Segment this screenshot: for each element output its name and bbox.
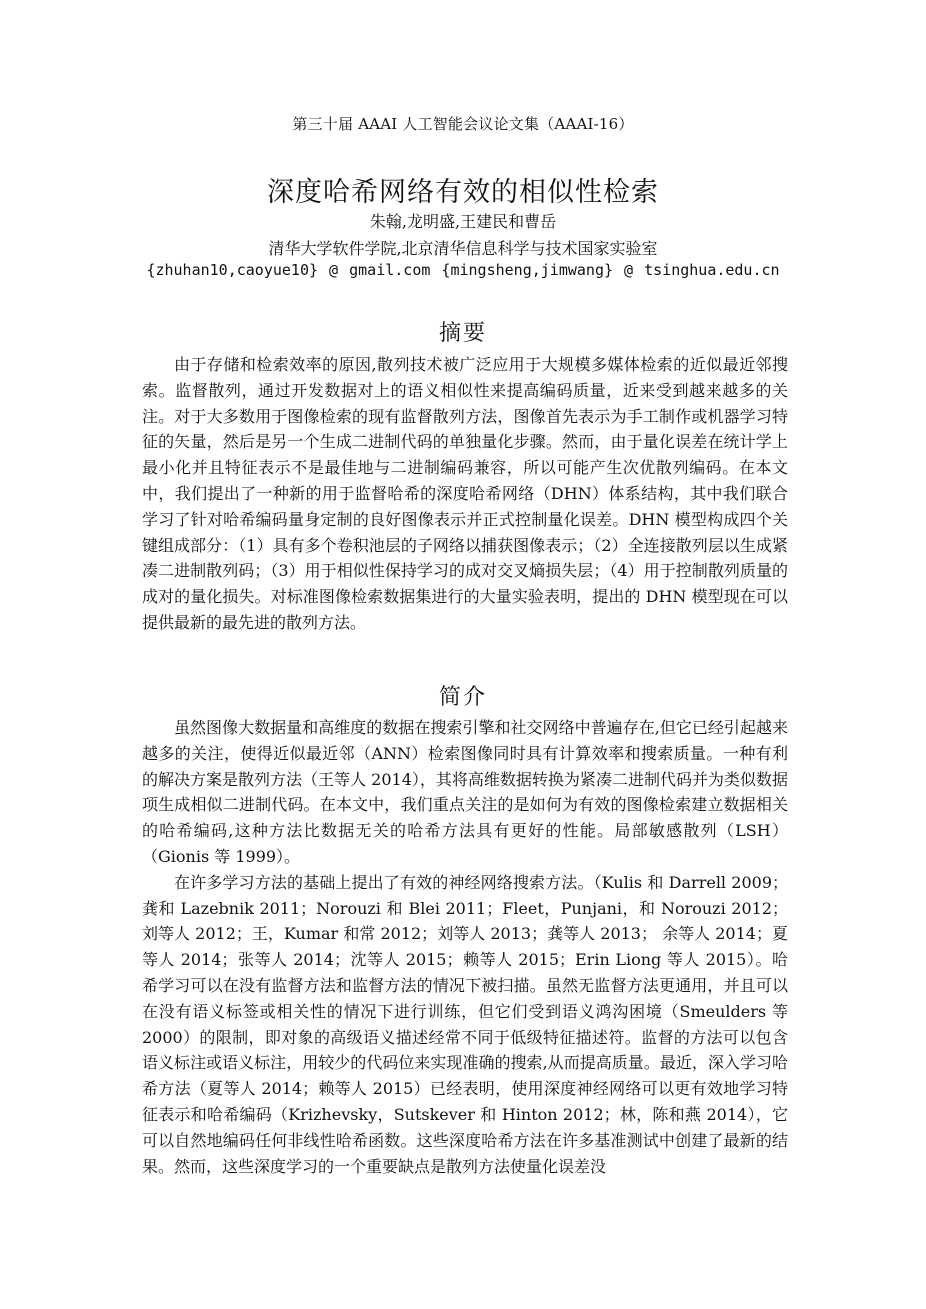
author-affiliation: 清华大学软件学院,北京清华信息科学与技术国家实验室 <box>268 239 658 258</box>
author-list: 朱翰,龙明盛,王建民和曹岳 <box>369 212 557 231</box>
introduction-heading: 简介 <box>438 685 487 710</box>
introduction-body <box>142 715 788 1179</box>
author-emails: {zhuhan10,caoyue10} @ gmail.com {mingsheng,jimwang} @ tsinghua.edu.cn <box>146 261 780 279</box>
abstract-heading: 摘要 <box>438 321 487 346</box>
abstract-body <box>142 352 788 636</box>
introduction-paragraph: 在许多学习方法的基础上提出了有效的神经网络搜索方法。（Kulis 和 Darrell 2009；龚和 Lazebnik 2011；Norouzi 和 Blei 2011；Fleet，Punjani，和 Norouzi 2012；刘等人 2012；王，Kumar 和常 2012；刘等人 2013；龚等人 2013； 余等人 2014；夏等人 2014；张等人 2014；沈等人 2015；赖等人 2015；Erin Liong 等人 2015）。哈希学习可以在没有监督方法和监督方法的情况下被扫描。虽然无监督方法更通用，并且可以在没有语义标签或相关性的情况下进行训练，但它们受到语义鸿沟困境（Smeulders 等 2000）的限制，即对象的高级语义描述经常不同于低级特征描述符。监督的方法可以包含语义标注或语义标注，用较少的代码位来实现准确的搜索,从而提高质量。最近，深入学习哈希方法（夏等人 2014；赖等人 2015）已经表明，使用深度神经网络可以更有效地学习特征表示和哈希编码（Krizhevsky，Sutskever 和 Hinton 2012；林，陈和燕 2014），它可以自然地编码任何非线性哈希函数。这些深度哈希方法在许多基准测试中创建了最新的结果。然而，这些深度学习的一个重要缺点是散列方法使量化误差没 <box>142 872 788 1176</box>
paper-title: 深度哈希网络有效的相似性检索 <box>267 177 659 208</box>
introduction-paragraph: 虽然图像大数据量和高维度的数据在搜索引擎和社交网络中普遍存在,但它已经引起越来越多的关注，使得近似最近邻（ANN）检索图像同时具有计算效率和搜索质量。一种有利的解决方案是散列方法（王等人 2014），其将高维数据转换为紧凑二进制代码并为类似数据项生成相似二进制代码。在本文中，我们重点关注的是如何为有效的图像检索建立数据相关的哈希编码,这种方法比数据无关的哈希方法具有更好的性能。局部敏感散列（LSH）（Gionis 等 1999）。 <box>142 718 788 866</box>
abstract-paragraph: 由于存储和检索效率的原因,散列技术被广泛应用于大规模多媒体检索的近似最近邻搜索。监督散列，通过开发数据对上的语义相似性来提高编码质量，近来受到越来越多的关注。对于大多数用于图像检索的现有监督散列方法，图像首先表示为手工制作或机器学习特征的矢量，然后是另一个生成二进制代码的单独量化步骤。然而，由于量化误差在统计学上最小化并且特征表示不是最佳地与二进制编码兼容，所以可能产生次优散列编码。在本文中，我们提出了一种新的用于监督哈希的深度哈希网络（DHN）体系结构，其中我们联合学习了针对哈希编码量身定制的良好图像表示并正式控制量化误差。DHN 模型构成四个关键组成部分：（1）具有多个卷积池层的子网络以捕获图像表示；（2）全连接散列层以生成紧凑二进制散列码；（3）用于相似性保持学习的成对交叉熵损失层；（4）用于控制散列质量的成对的量化损失。对标准图像检索数据集进行的大量实验表明，提出的 DHN 模型现在可以提供最新的最先进的散列方法。 <box>142 355 788 632</box>
conference-header: 第三十届 AAAI 人工智能会议论文集（AAAI-16） <box>292 115 634 133</box>
